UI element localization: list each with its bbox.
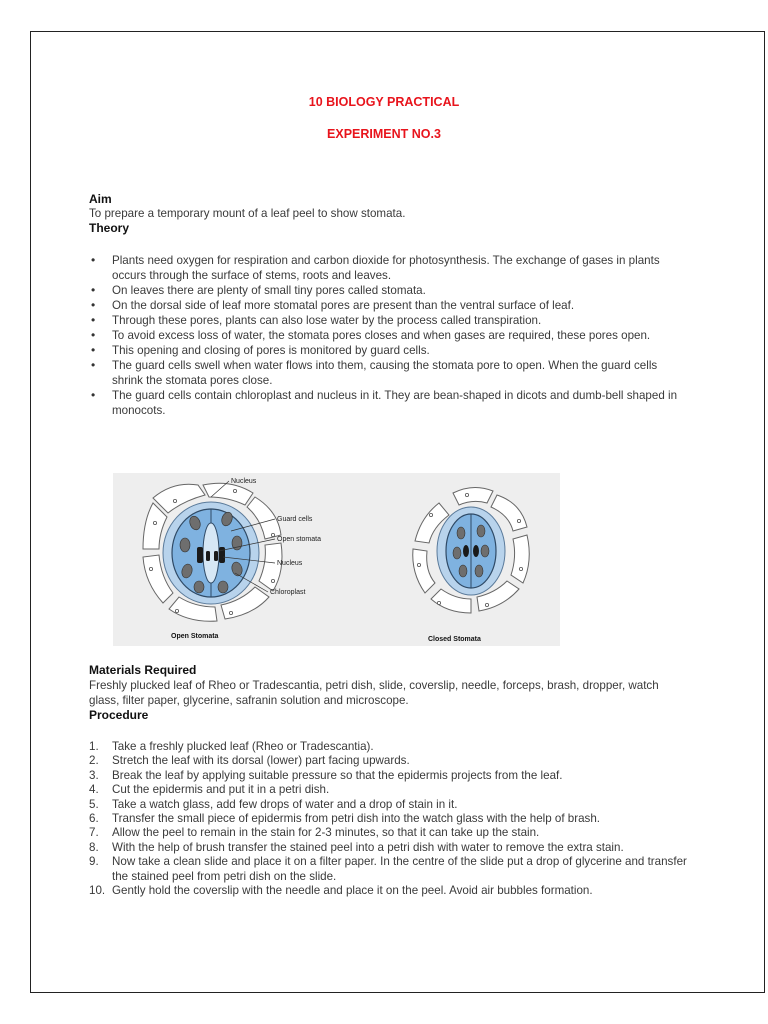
stomata-diagram <box>113 473 560 646</box>
document-title: 10 BIOLOGY PRACTICAL <box>308 95 460 109</box>
step-text: Break the leaf by applying suitable pressure so that the epidermis projects from the leaf. <box>112 768 563 782</box>
procedure-step <box>89 841 689 855</box>
open-stomata-illustration <box>143 478 321 640</box>
procedure-step <box>89 754 689 768</box>
step-number: 8. <box>89 840 99 854</box>
step-number: 3. <box>89 768 99 782</box>
procedure-step <box>89 769 689 783</box>
step-text: Take a freshly plucked leaf (Rheo or Tradescantia). <box>112 740 374 753</box>
procedure-step <box>89 783 689 797</box>
theory-bullet: • To avoid excess loss of water, the stomata pores closes and when gases are required, these pores open. <box>89 328 679 343</box>
procedure-heading: Procedure <box>89 708 149 722</box>
theory-bullet: • Through these pores, plants can also lose water by the process called transpiration. <box>89 313 679 328</box>
aim-text: To prepare a temporary mount of a leaf peel to show stomata. <box>89 207 406 220</box>
closed-stomata-illustration <box>413 487 530 643</box>
theory-bullet-list <box>89 253 679 418</box>
step-text: Transfer the small piece of epidermis from petri dish into the watch glass with the help of brash. <box>112 812 601 826</box>
step-text: Take a watch glass, add few drops of water and a drop of stain in it. <box>112 797 458 811</box>
step-number: 9. <box>89 855 99 869</box>
theory-bullet: • The guard cells contain chloroplast and nucleus in it. They are bean-shaped in dicots and dumb-bell shaped in monocots. <box>89 388 679 418</box>
procedure-step <box>89 884 689 898</box>
caption-closed-stomata: Closed Stomata <box>428 636 481 643</box>
step-text: Allow the peel to remain in the stain for 2-3 minutes, so that it can take up the stain. <box>112 826 540 840</box>
theory-bullet: • This opening and closing of pores is monitored by guard cells. <box>89 343 679 358</box>
step-number: 10. <box>89 884 106 898</box>
step-number: 2. <box>89 754 99 768</box>
label-nucleus: Nucleus <box>277 560 303 567</box>
procedure-step <box>89 812 689 826</box>
label-guard-cells: Guard cells <box>277 516 313 523</box>
theory-heading: Theory <box>89 221 130 235</box>
theory-bullet: • Plants need oxygen for respiration and carbon dioxide for photosynthesis. The exchange of gases in plants occurs through the surface of stems, roots and leaves. <box>89 253 679 283</box>
step-number: 7. <box>89 826 99 840</box>
procedure-step <box>89 740 689 754</box>
caption-open-stomata: Open Stomata <box>171 633 219 640</box>
procedure-step <box>89 855 689 884</box>
label-chloroplast: Chloroplast <box>270 589 306 596</box>
procedure-step <box>89 826 689 840</box>
procedure-step <box>89 798 689 812</box>
theory-bullet: • On the dorsal side of leaf more stomatal pores are present than the ventral surface of leaf. <box>89 298 679 313</box>
experiment-number: EXPERIMENT NO.3 <box>327 127 441 141</box>
materials-text: Freshly plucked leaf of Rheo or Tradescantia, petri dish, slide, coverslip, needle, forceps, brash, dropper, watch glass, filter paper, glycerine, safranin solution and microscope. <box>89 679 659 707</box>
stomata-diagram-svg <box>113 473 560 646</box>
label-open-stomata: Open stomata <box>277 536 321 543</box>
step-text: Stretch the leaf with its dorsal (lower) part facing upwards. <box>112 754 410 768</box>
procedure-list <box>89 740 689 898</box>
step-number: 5. <box>89 797 99 811</box>
theory-bullet: • On leaves there are plenty of small tiny pores called stomata. <box>89 283 679 298</box>
step-text: Cut the epidermis and put it in a petri dish. <box>112 783 330 797</box>
step-number: 1. <box>89 740 99 753</box>
step-number: 6. <box>89 812 99 826</box>
materials-heading: Materials Required <box>89 663 197 677</box>
aim-heading: Aim <box>89 192 112 206</box>
step-text: Now take a clean slide and place it on a filter paper. In the centre of the slide put a drop of glycerine and transfer the stained peel from petri dish on the slide. <box>112 855 687 883</box>
theory-bullet: • The guard cells swell when water flows into them, causing the stomata pore to open. When the guard cells shrink the stomata pores close. <box>89 358 679 388</box>
step-text: With the help of brush transfer the stained peel into a petri dish with water to remove the extra stain. <box>112 840 624 854</box>
step-text: Gently hold the coverslip with the needle and place it on the peel. Avoid air bubbles formation. <box>112 884 593 898</box>
step-number: 4. <box>89 783 99 797</box>
label-nucleus-top: Nucleus <box>231 478 257 485</box>
